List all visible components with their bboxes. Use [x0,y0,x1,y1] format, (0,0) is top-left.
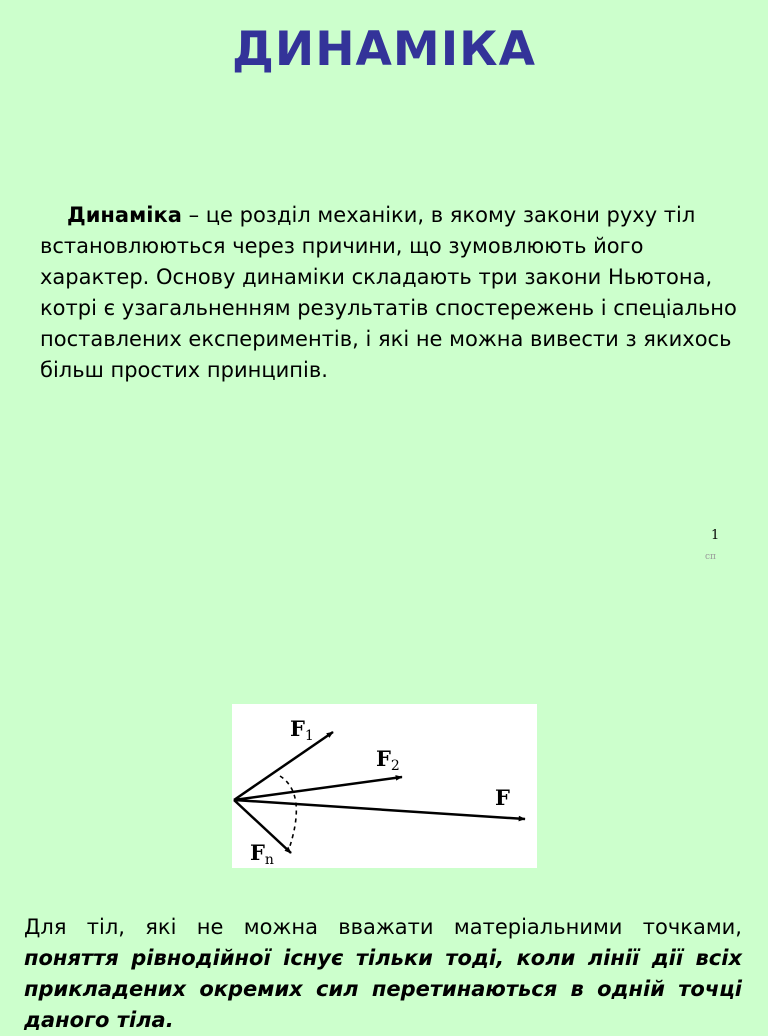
label-f1-main: F [290,716,305,741]
vector-f [234,800,525,819]
resultant-note-plain: Для тіл, які не можна вважати матеріальними точками, [24,915,742,939]
page-number-sub: cп [705,552,717,562]
force-diagram-svg [232,704,537,868]
label-f: F [495,785,510,810]
definition-text: – це розділ механіки, в якому закони руху тіл встановлюються через причини, що зумовлюють його характер. Основу динаміки складають три закони Ньютона, котрі є узагальненням результатів спостережень і спеціально поставлених експериментів, і які не можна вивести з якихось більш простих принципів. [40,203,737,382]
page-title: ДИНАМІКА [232,22,536,77]
page-number: 1 [711,528,720,543]
label-f2-main: F [376,746,391,771]
vector-f1 [234,732,333,800]
force-diagram [232,704,537,868]
label-f2 [376,746,400,774]
label-f1-sub: 1 [304,728,314,744]
resultant-note [24,912,742,1036]
label-fn-main: F [250,840,265,865]
definition-term: Динаміка [67,203,182,227]
angle-arc [280,776,296,852]
label-fn [250,840,274,868]
label-f2-sub: 2 [390,758,400,774]
definition-paragraph [40,200,740,386]
resultant-note-emphasis: поняття рівнодійної існує тільки тоді, коли лінії дії всіх прикладених окремих сил перетинаються в одній точці даного тіла. [24,946,742,1032]
vector-f2 [234,777,402,800]
label-f1 [290,716,314,744]
label-fn-sub: n [264,852,274,868]
